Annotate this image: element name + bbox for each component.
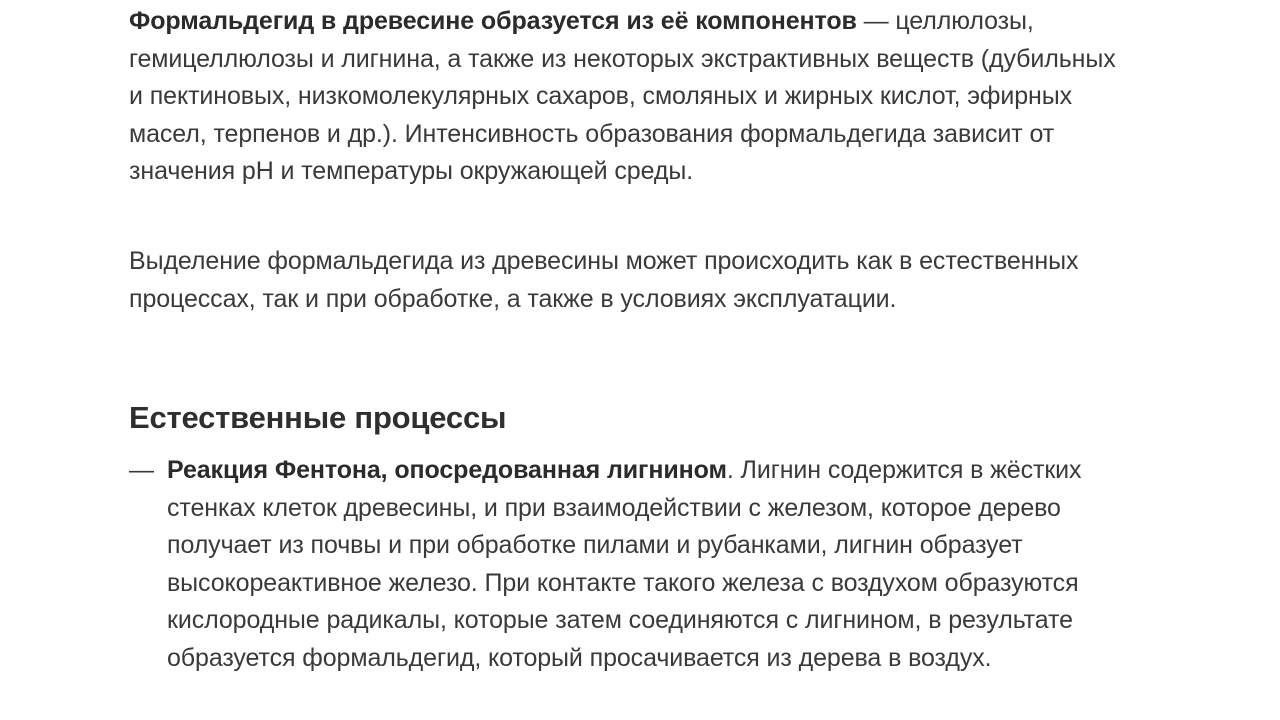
- paragraph-lead-bold: Формальдегид в древесине образуется из её компонентов: [129, 7, 857, 35]
- paragraph-text: — целлюлозы, гемицеллюлозы и лигнина, а также из некоторых экстрактивных веществ (дубильных и пектиновых, низкомолекулярных сахаров, смоляных и жирных кислот, эфирных масел, терпенов и др.). Интенсивность образования формальдегида зависит от значения pH и температуры окружающей среды.: [129, 7, 1116, 185]
- paragraph-formaldehyde-sources: [129, 3, 1129, 191]
- section-heading-natural-processes: Естественные процессы: [129, 400, 507, 435]
- paragraph-formaldehyde-release: Выделение формальдегида из древесины может происходить как в естественных процессах, так и при обработке, а также в условиях эксплуатации.: [129, 247, 1079, 313]
- list-item-lead-bold: Реакция Фентона, опосредованная лигнином: [167, 456, 727, 484]
- list-dash-marker: —: [129, 456, 154, 484]
- list-item-text: [167, 452, 1137, 677]
- list-item-body: . Лигнин содержится в жёстких стенках клеток древесины, и при взаимодействии с железом, которое дерево получает из почвы и при обработке пилами и рубанками, лигнин образует высокореактивное железо. При контакте такого железа с воздухом образуются кислородные радикалы, которые затем соединяются с лигнином, в результате образуется формальдегид, который просачивается из дерева в воздух.: [167, 456, 1082, 672]
